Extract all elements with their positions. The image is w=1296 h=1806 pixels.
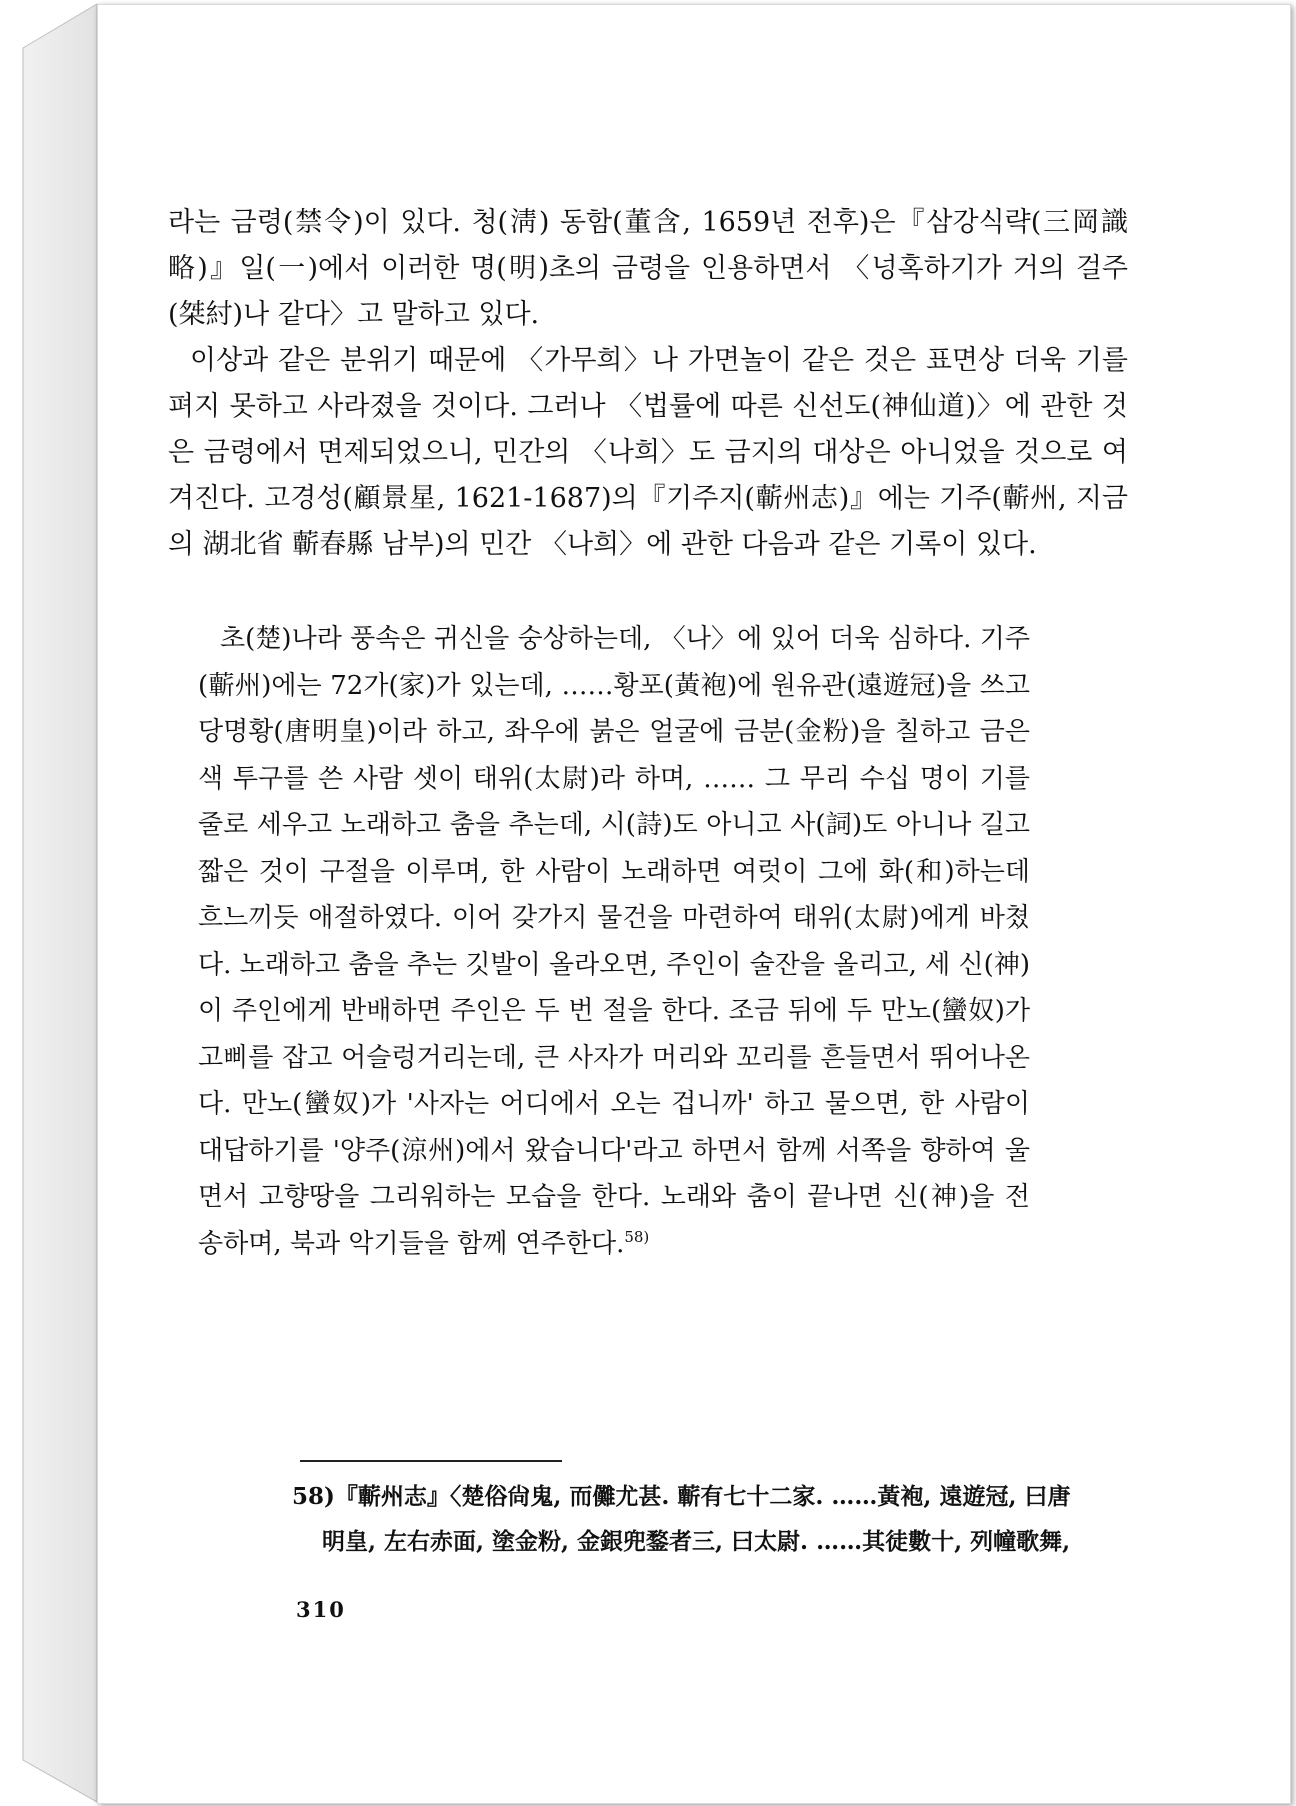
footnote-line-2: 明皇, 左右赤面, 塗金粉, 金銀兜鍪者三, 曰太尉. ……其徒數十, 列幢歌舞, — [322, 1528, 1071, 1555]
footnote-line-1: 58)『蘄州志』〈楚俗尙鬼, 而儺尤甚. 蘄有七十二家. ……黃袍, 遠遊冠, 曰唐 — [292, 1483, 1071, 1510]
quote-text — [198, 616, 1030, 1267]
page-body — [168, 200, 1128, 1267]
block-quote — [198, 616, 1030, 1267]
footnote — [292, 1474, 1134, 1564]
footnote-divider — [300, 1460, 562, 1462]
body-paragraph-2: 이상과 같은 분위기 때문에 〈가무희〉나 가면놀이 같은 것은 표면상 더욱 기를 펴지 못하고 사라졌을 것이다. 그러나 〈법률에 따른 신선도(神仙道)〉에 관한 것은 금령에서 면제되었으니, 민간의 〈나희〉도 금지의 대상은 아니었을 것으로 여겨진다. 고경성(顧景星, 1621-1687)의『기주지(蘄州志)』에는 기주(蘄州, 지금의 湖北省 蘄春縣 남부)의 민간 〈나희〉에 관한 다음과 같은 기록이 있다. — [168, 345, 1128, 560]
page-number: 310 — [296, 1597, 346, 1622]
body-paragraph-1: 라는 금령(禁令)이 있다. 청(淸) 동함(董含, 1659년 전후)은『삼강식략(三岡識略)』일(一)에서 이러한 명(明)초의 금령을 인용하면서 〈넝혹하기가 거의 걸주(桀紂)나 같다〉고 말하고 있다. — [168, 207, 1128, 330]
footnote-reference: 58) — [624, 1227, 650, 1246]
quote-body: 초(楚)나라 풍속은 귀신을 숭상하는데, 〈나〉에 있어 더욱 심하다. 기주(蘄州)에는 72가(家)가 있는데, ……황포(黃袍)에 원유관(遠遊冠)을 쓰고 당명황(唐明皇)이라 하고, 좌우에 붉은 얼굴에 금분(金粉)을 칠하고 금은색 투구를 쓴 사람 셋이 태위(太尉)라 하며, …… 그 무리 수십 명이 기를 줄로 세우고 노래하고 춤을 추는데, 시(詩)도 아니고 사(詞)도 아니나 길고 짧은 것이 구절을 이루며, 한 사람이 노래하면 여럿이 그에 화(和)하는데 흐느끼듯 애절하였다. 이어 갖가지 물건을 마련하여 태위(太尉)에게 바쳤다. 노래하고 춤을 추는 깃발이 올라오면, 주인이 술잔을 올리고, 세 신(神)이 주인에게 반배하면 주인은 두 번 절을 한다. 조금 뒤에 두 만노(蠻奴)가 고삐를 잡고 어슬렁거리는데, 큰 사자가 머리와 꼬리를 흔들면서 뛰어나온다. 만노(蠻奴)가 '사자는 어디에서 오는 겁니까' 하고 물으면, 한 사람이 대답하기를 '양주(涼州)에서 왔습니다'라고 하면서 함께 서쪽을 향하여 울면서 고향땅을 그리워하는 모습을 한다. 노래와 춤이 끝나면 신(神)을 전송하며, 북과 악기들을 함께 연주한다. — [198, 624, 1030, 1259]
